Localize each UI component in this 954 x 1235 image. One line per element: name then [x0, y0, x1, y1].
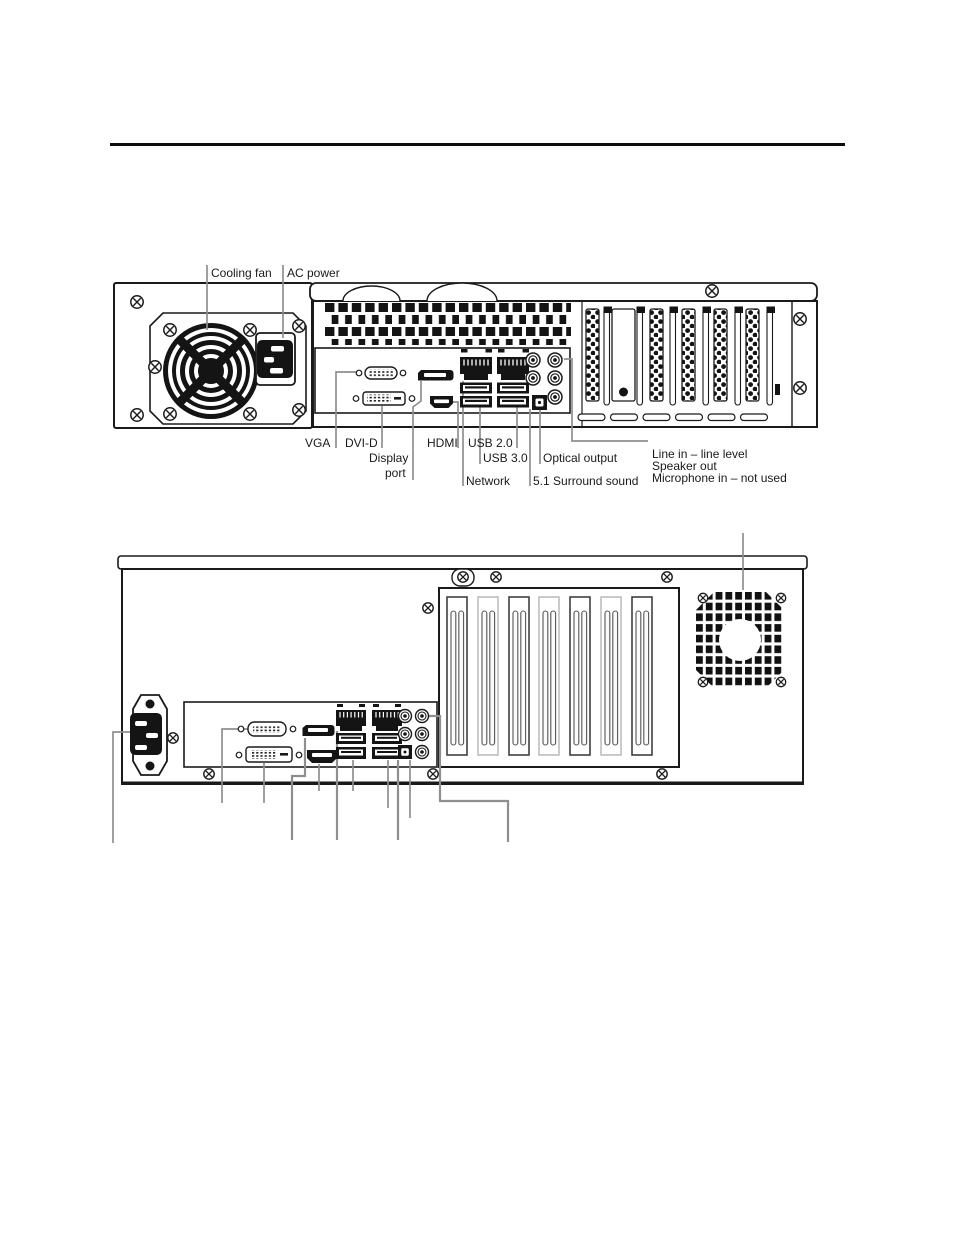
rear-panel-diagram-labeled	[100, 258, 840, 493]
screw-icon	[293, 320, 305, 332]
dvi-port	[353, 392, 415, 405]
slot-bracket-vented	[714, 309, 727, 401]
screw-icon	[657, 769, 667, 779]
screw-icon	[428, 769, 438, 779]
slot-bracket-vented	[650, 309, 663, 401]
optical-port	[532, 395, 547, 410]
screw-icon	[131, 296, 143, 308]
audio-jack	[399, 710, 412, 723]
screw-icon	[458, 572, 468, 582]
audio-jack	[548, 390, 562, 404]
fan-vent	[696, 592, 786, 688]
screw-icon	[131, 409, 143, 421]
audio-jack	[399, 728, 412, 741]
optical-port	[398, 745, 412, 759]
label-network: Network	[466, 474, 511, 488]
label-mic-in: Microphone in – not used	[652, 471, 787, 485]
screw-icon	[706, 285, 718, 297]
label-ac-power: AC power	[287, 266, 340, 280]
ac-power-inlet	[130, 695, 167, 775]
audio-jack	[416, 746, 429, 759]
slot-bracket-vented	[586, 309, 599, 401]
label-display-port-2: port	[385, 466, 406, 480]
slot-bracket-vented	[682, 309, 695, 401]
label-usb3: USB 3.0	[483, 451, 528, 465]
screw-icon	[794, 313, 806, 325]
audio-jack	[416, 710, 429, 723]
screw-icon	[164, 408, 176, 420]
label-surround: 5.1 Surround sound	[533, 474, 639, 488]
screw-icon	[149, 361, 161, 373]
audio-jack	[416, 728, 429, 741]
rear-panel-diagram-unlabeled	[100, 520, 850, 850]
screw-icon	[698, 677, 707, 686]
slot-bracket-vented	[746, 309, 759, 401]
screw-icon	[244, 324, 256, 336]
label-hdmi: HDMI	[427, 436, 458, 450]
screw-icon	[698, 593, 707, 602]
label-display-port-1: Display	[369, 451, 409, 465]
dvi-port	[236, 747, 302, 762]
expansion-slots	[439, 588, 679, 767]
screw-icon	[776, 593, 785, 602]
label-vga: VGA	[305, 436, 331, 450]
screw-icon	[662, 572, 672, 582]
screw-icon	[776, 677, 785, 686]
screw-icon	[491, 572, 501, 582]
label-optical: Optical output	[543, 451, 618, 465]
displayport-port	[418, 370, 454, 381]
screw-icon	[293, 404, 305, 416]
audio-jack	[548, 353, 562, 367]
label-speaker-out: Speaker out	[652, 459, 717, 473]
hdmi-port	[307, 750, 337, 763]
audio-jack	[548, 371, 562, 385]
screw-icon	[244, 408, 256, 420]
ac-power-inlet	[256, 333, 295, 385]
screw-icon	[164, 324, 176, 336]
screw-icon	[794, 382, 806, 394]
audio-jack	[526, 371, 540, 385]
label-line-in: Line in – line level	[652, 447, 748, 461]
audio-jack	[526, 353, 540, 367]
displayport-port	[303, 725, 335, 736]
screw-icon	[423, 603, 433, 613]
screw-icon	[168, 733, 178, 743]
header-rule	[110, 143, 845, 146]
hdmi-port	[430, 396, 453, 408]
vent-grille	[325, 303, 571, 345]
label-cooling-fan: Cooling fan	[211, 266, 272, 280]
label-dvi: DVI-D	[345, 436, 378, 450]
screw-icon	[204, 769, 214, 779]
cooling-fan-icon	[163, 323, 259, 419]
label-usb2: USB 2.0	[468, 436, 513, 450]
slot-bracket-blank	[612, 309, 635, 401]
